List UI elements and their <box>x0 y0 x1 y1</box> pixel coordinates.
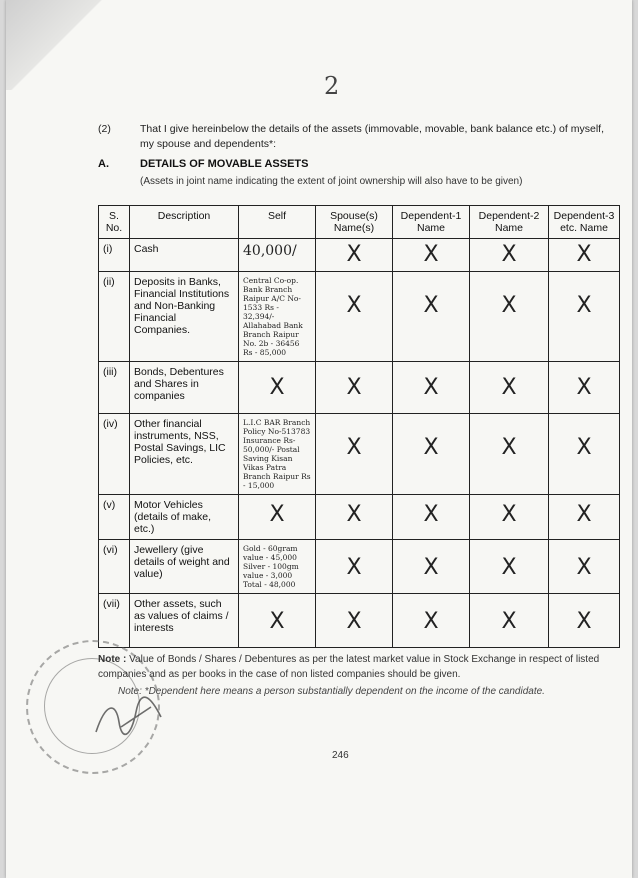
cross-mark: X <box>576 293 592 318</box>
cross-mark: X <box>423 555 439 580</box>
cross-mark: X <box>501 293 517 318</box>
table-row <box>99 239 620 272</box>
row-dep3 <box>549 594 620 648</box>
cross-mark: X <box>346 435 362 460</box>
row-self <box>239 362 316 414</box>
header-sno: S. No. <box>99 206 130 239</box>
cross-mark: X <box>346 609 362 634</box>
table-header-row <box>99 206 620 239</box>
cross-mark: X <box>501 609 517 634</box>
section-title: DETAILS OF MOVABLE ASSETS <box>140 158 309 170</box>
cross-mark: X <box>269 609 285 634</box>
row-spouse <box>316 272 393 362</box>
handwritten-page-number: 2 <box>324 72 340 100</box>
row-sno: (iii) <box>99 362 130 414</box>
printed-page-number: 246 <box>332 750 349 761</box>
row-description: Other financial instruments, NSS, Postal Savings, LIC Policies, etc. <box>130 414 239 495</box>
header-spouse: Spouse(s) Name(s) <box>316 206 393 239</box>
row-description: Jewellery (give details of weight and value) <box>130 540 239 594</box>
row-dep2 <box>470 272 549 362</box>
row-sno: (i) <box>99 239 130 272</box>
row-dep3 <box>549 362 620 414</box>
table-row <box>99 540 620 594</box>
row-dep1 <box>393 239 470 272</box>
row-dep1 <box>393 414 470 495</box>
header-dependent-3: Dependent-3 etc. Name <box>549 206 620 239</box>
row-description: Motor Vehicles (details of make, etc.) <box>130 495 239 540</box>
header-dependent-1: Dependent-1 Name <box>393 206 470 239</box>
row-dep2 <box>470 239 549 272</box>
note-label: Note : <box>98 654 127 665</box>
row-spouse <box>316 239 393 272</box>
row-sno: (iv) <box>99 414 130 495</box>
note-text: Value of Bonds / Shares / Debentures as per the latest market value in Stock Exchange in respect of listed companies and as per books in the case of non listed companies should be given. <box>98 654 600 680</box>
cross-mark: X <box>423 375 439 400</box>
row-self <box>239 239 316 272</box>
cross-mark: X <box>346 375 362 400</box>
cross-mark: X <box>576 242 592 267</box>
row-sno: (vi) <box>99 540 130 594</box>
table-row <box>99 594 620 648</box>
cross-mark: X <box>501 555 517 580</box>
row-sno: (vii) <box>99 594 130 648</box>
header-description: Description <box>130 206 239 239</box>
signature-scribble <box>91 692 171 742</box>
row-self <box>239 594 316 648</box>
row-dep3 <box>549 239 620 272</box>
cross-mark: X <box>423 609 439 634</box>
row-description: Deposits in Banks, Financial Institutions and Non-Banking Financial Companies. <box>130 272 239 362</box>
movable-assets-table <box>98 205 620 648</box>
row-description: Other assets, such as values of claims / interests <box>130 594 239 648</box>
cross-mark: X <box>576 555 592 580</box>
row-sno: (ii) <box>99 272 130 362</box>
row-spouse <box>316 495 393 540</box>
row-dep2 <box>470 594 549 648</box>
cross-mark: X <box>346 293 362 318</box>
section-letter: A. <box>98 158 109 170</box>
row-dep1 <box>393 594 470 648</box>
header-self: Self <box>239 206 316 239</box>
row-spouse <box>316 362 393 414</box>
row-dep1 <box>393 540 470 594</box>
document-page <box>6 0 632 878</box>
row-self <box>239 495 316 540</box>
row-dep3 <box>549 540 620 594</box>
cross-mark: X <box>501 375 517 400</box>
table-row <box>99 272 620 362</box>
paragraph-number: (2) <box>98 123 111 135</box>
row-dep3 <box>549 414 620 495</box>
row-dep2 <box>470 414 549 495</box>
row-spouse <box>316 414 393 495</box>
row-self <box>239 272 316 362</box>
self-value: Central Co-op. Bank Branch Raipur A/C No-1533 Rs - 32,394/- Allahabad Bank Branch Raipur No. 2b - 36456 Rs - 85,000 <box>243 276 303 357</box>
row-spouse <box>316 540 393 594</box>
cross-mark: X <box>269 375 285 400</box>
table-row <box>99 362 620 414</box>
table-row <box>99 414 620 495</box>
cross-mark: X <box>576 609 592 634</box>
self-value: Gold - 60gram value - 45,000 Silver - 100gm value - 3,000 Total - 48,000 <box>243 544 299 589</box>
cross-mark: X <box>501 435 517 460</box>
section-note: (Assets in joint name indicating the extent of joint ownership will also have to be given) <box>140 176 523 187</box>
table-row <box>99 495 620 540</box>
cross-mark: X <box>423 502 439 527</box>
cross-mark: X <box>501 242 517 267</box>
cross-mark: X <box>346 242 362 267</box>
row-description: Bonds, Debentures and Shares in companies <box>130 362 239 414</box>
cross-mark: X <box>423 293 439 318</box>
row-dep3 <box>549 495 620 540</box>
cross-mark: X <box>576 435 592 460</box>
row-dep1 <box>393 362 470 414</box>
row-dep2 <box>470 495 549 540</box>
dependent-definition-note: Note: *Dependent here means a person substantially dependent on the income of the candidate. <box>118 686 545 697</box>
folded-corner <box>6 0 126 90</box>
cross-mark: X <box>346 502 362 527</box>
row-description: Cash <box>130 239 239 272</box>
row-sno: (v) <box>99 495 130 540</box>
cross-mark: X <box>346 555 362 580</box>
cross-mark: X <box>501 502 517 527</box>
header-dependent-2: Dependent-2 Name <box>470 206 549 239</box>
self-value: 40,000/ <box>243 243 297 259</box>
footer-note <box>98 652 618 682</box>
paragraph-text: That I give hereinbelow the details of the assets (immovable, movable, bank balance etc.) of myself, my spouse and dependents*: <box>140 123 604 150</box>
cross-mark: X <box>423 435 439 460</box>
row-spouse <box>316 594 393 648</box>
row-dep3 <box>549 272 620 362</box>
row-dep1 <box>393 495 470 540</box>
cross-mark: X <box>423 242 439 267</box>
row-dep2 <box>470 362 549 414</box>
cross-mark: X <box>576 375 592 400</box>
row-dep1 <box>393 272 470 362</box>
cross-mark: X <box>269 502 285 527</box>
row-self <box>239 540 316 594</box>
cross-mark: X <box>576 502 592 527</box>
row-dep2 <box>470 540 549 594</box>
row-self <box>239 414 316 495</box>
self-value: L.I.C BAR Branch Policy No-513783 Insurance Rs- 50,000/- Postal Saving Kisan Vikas Patra Branch Raipur Rs - 15,000 <box>243 418 311 490</box>
